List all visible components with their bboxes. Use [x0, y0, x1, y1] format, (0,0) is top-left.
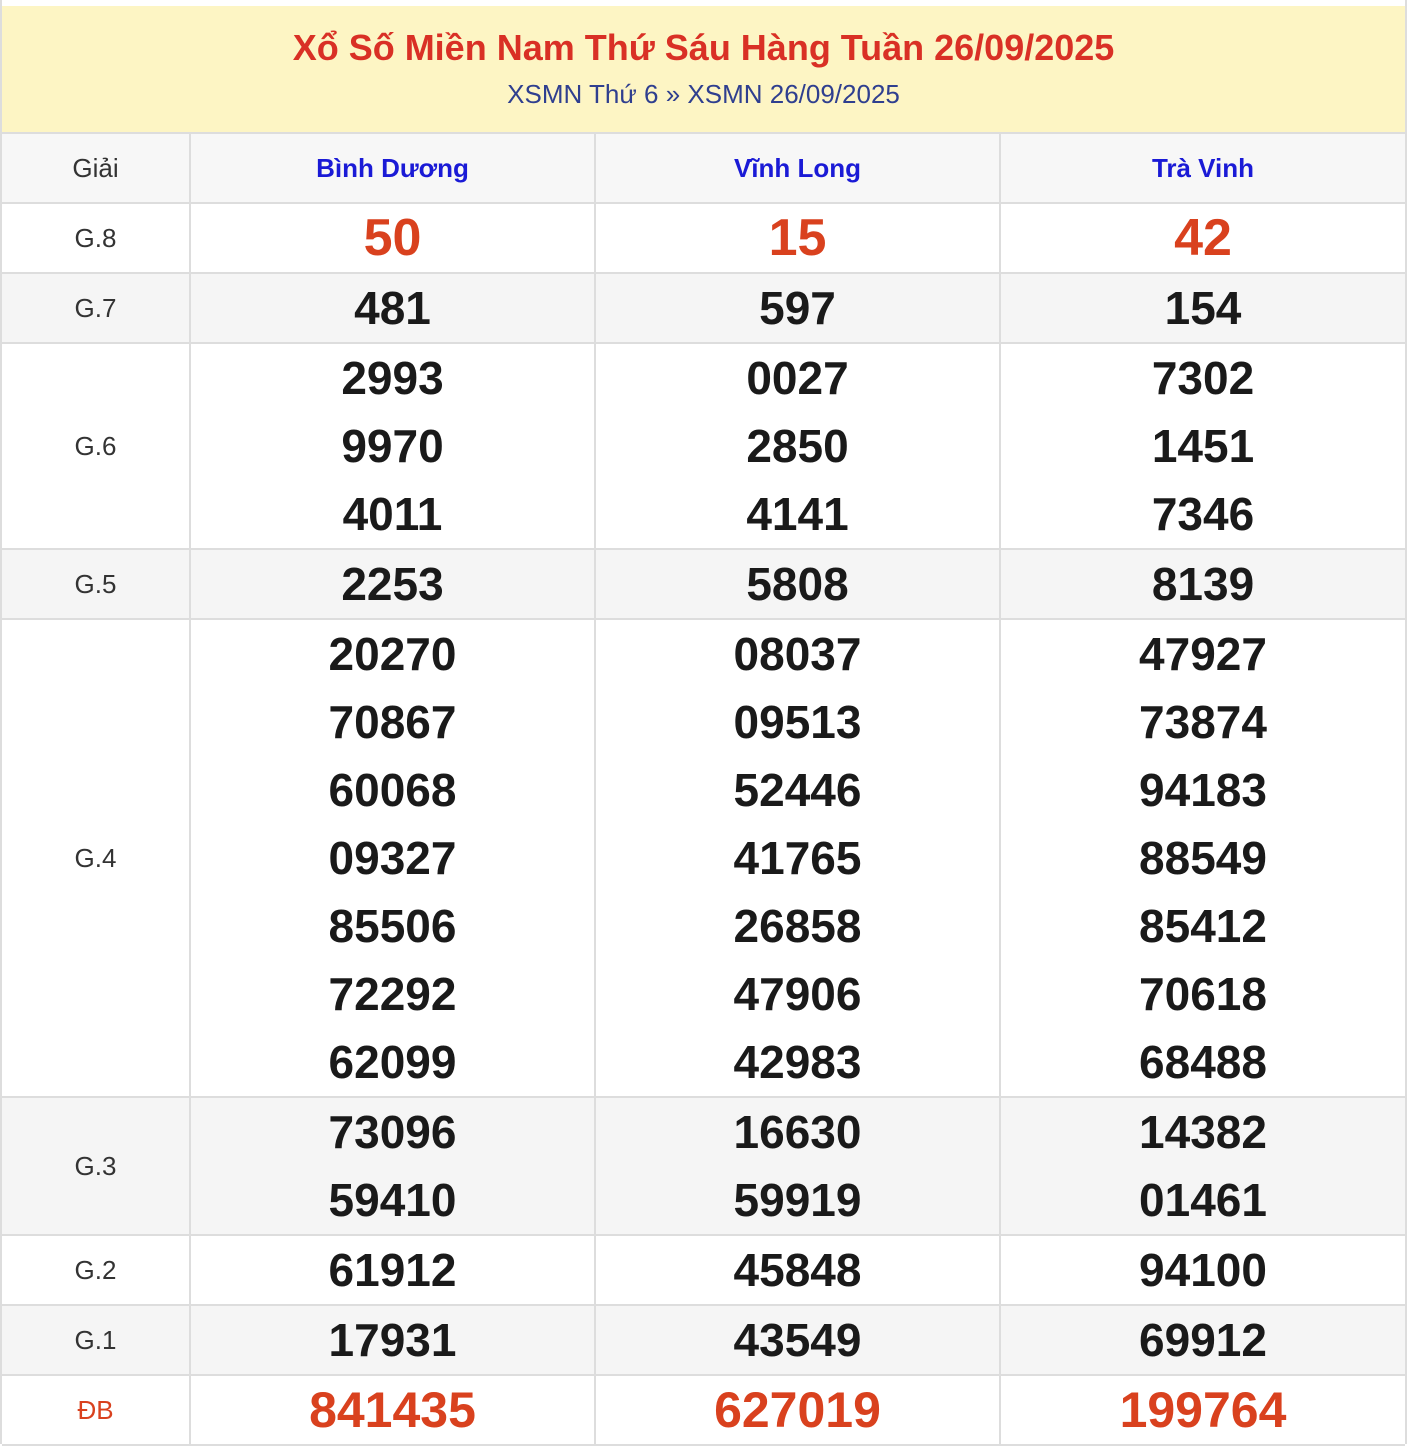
prize-cell [1000, 273, 1405, 343]
prize-number: 69912 [1139, 1314, 1267, 1366]
province-header-vinh-long[interactable] [595, 134, 1000, 203]
prize-cell [1000, 203, 1405, 273]
prize-label: G.5 [2, 549, 190, 619]
prize-number: 4141 [746, 488, 849, 540]
province-header-tra-vinh[interactable] [1000, 134, 1405, 203]
prize-number: 26858 [733, 900, 862, 952]
prize-number: 17931 [328, 1314, 457, 1366]
prize-cell [595, 1097, 1000, 1235]
prize-number: 70618 [1139, 968, 1267, 1020]
prize-number: 50 [363, 209, 422, 267]
prize-cell [190, 1305, 595, 1375]
prize-cell [190, 619, 595, 1097]
prize-number: 481 [354, 282, 431, 334]
results-header [2, 0, 1405, 134]
prize-cell [595, 1235, 1000, 1305]
prize-cell [595, 1305, 1000, 1375]
page-title: Xổ Số Miền Nam Thứ Sáu Hàng Tuần 26/09/2025 [292, 27, 1115, 68]
prize-number: 01461 [1139, 1174, 1267, 1226]
prize-number: 42 [1174, 209, 1232, 267]
prize-number: 1451 [1151, 420, 1255, 472]
prize-row-g1 [2, 1305, 1405, 1375]
prize-number: 61912 [328, 1244, 457, 1296]
prize-number: 2993 [341, 352, 444, 404]
prize-cell [1000, 1305, 1405, 1375]
prize-number: 43549 [733, 1314, 862, 1366]
breadcrumb-link-weekday[interactable]: XSMN Thứ 6 [507, 79, 659, 109]
province-header-binh-duong[interactable] [190, 134, 595, 203]
prize-label: G.4 [2, 619, 190, 1097]
prize-number: 597 [759, 282, 836, 334]
special-prize-number: 199764 [1119, 1382, 1287, 1438]
prize-number: 154 [1164, 282, 1242, 334]
prize-row-db [2, 1375, 1405, 1445]
breadcrumb-separator: » [665, 79, 681, 109]
special-prize-number: 841435 [309, 1382, 476, 1438]
prize-number: 7346 [1151, 488, 1255, 540]
prize-number: 73874 [1139, 696, 1267, 748]
prize-cell [595, 203, 1000, 273]
prize-number: 16630 [733, 1106, 862, 1158]
province-name[interactable]: Trà Vinh [1151, 152, 1255, 183]
prize-number: 85412 [1139, 900, 1267, 952]
prize-number: 47927 [1139, 628, 1267, 680]
prize-number: 09513 [733, 696, 862, 748]
prize-cell [595, 1375, 1000, 1445]
prize-cell [190, 1235, 595, 1305]
prize-number: 45848 [733, 1244, 862, 1296]
prize-cell [595, 273, 1000, 343]
province-name[interactable]: Bình Dương [316, 152, 469, 183]
breadcrumb-link-date[interactable]: XSMN 26/09/2025 [687, 79, 900, 109]
prize-number: 42983 [733, 1036, 862, 1088]
province-name[interactable]: Vĩnh Long [733, 152, 862, 183]
prize-number: 09327 [328, 832, 457, 884]
prize-number: 15 [768, 209, 827, 267]
prize-cell [1000, 1097, 1405, 1235]
prize-number: 20270 [328, 628, 457, 680]
prize-number: 94183 [1139, 764, 1267, 816]
prize-number: 08037 [733, 628, 862, 680]
prize-row-g2 [2, 1235, 1405, 1305]
prize-number: 59919 [733, 1174, 862, 1226]
prize-rows [2, 203, 1405, 1445]
prize-row-g4 [2, 619, 1405, 1097]
prize-number: 70867 [328, 696, 457, 748]
prize-number: 52446 [733, 764, 862, 816]
prize-cell [1000, 1235, 1405, 1305]
prize-number: 2850 [746, 420, 849, 472]
results-table [2, 134, 1405, 1446]
breadcrumb [2, 78, 1405, 110]
special-prize-number: 627019 [714, 1382, 881, 1438]
prize-number: 94100 [1139, 1244, 1267, 1296]
prize-number: 14382 [1139, 1106, 1267, 1158]
prize-number: 5808 [746, 558, 849, 610]
prize-number: 73096 [328, 1106, 457, 1158]
table-header-row [2, 134, 1405, 203]
prize-label: G.7 [2, 273, 190, 343]
prize-row-g8 [2, 203, 1405, 273]
prize-cell [595, 343, 1000, 549]
prize-number: 88549 [1139, 832, 1267, 884]
prize-cell [1000, 549, 1405, 619]
prize-number: 0027 [746, 352, 849, 404]
prize-label: G.2 [2, 1235, 190, 1305]
prize-number: 85506 [328, 900, 457, 952]
prize-label: G.8 [2, 203, 190, 273]
prize-cell [1000, 1375, 1405, 1445]
prize-number: 59410 [328, 1174, 457, 1226]
prize-row-g5 [2, 549, 1405, 619]
prize-number: 47906 [733, 968, 862, 1020]
prize-number: 68488 [1139, 1036, 1267, 1088]
prize-row-g6 [2, 343, 1405, 549]
prize-cell [190, 1375, 595, 1445]
prize-number: 41765 [733, 832, 862, 884]
prize-cell [595, 619, 1000, 1097]
prize-number: 62099 [328, 1036, 457, 1088]
prize-cell [190, 203, 595, 273]
prize-number: 72292 [328, 968, 457, 1020]
prize-cell [190, 549, 595, 619]
prize-column-header: Giải [2, 134, 190, 203]
prize-cell [1000, 343, 1405, 549]
prize-label: G.6 [2, 343, 190, 549]
prize-number: 2253 [341, 558, 444, 610]
prize-cell [1000, 619, 1405, 1097]
prize-cell [190, 343, 595, 549]
prize-label: G.1 [2, 1305, 190, 1375]
prize-cell [190, 1097, 595, 1235]
prize-number: 9970 [341, 420, 444, 472]
prize-number: 60068 [328, 764, 457, 816]
prize-number: 7302 [1151, 352, 1255, 404]
prize-cell [595, 549, 1000, 619]
prize-cell [190, 273, 595, 343]
prize-label: ĐB [2, 1375, 190, 1445]
prize-number: 8139 [1151, 558, 1255, 610]
prize-row-g3 [2, 1097, 1405, 1235]
prize-row-g7 [2, 273, 1405, 343]
prize-number: 4011 [342, 488, 443, 540]
prize-label: G.3 [2, 1097, 190, 1235]
